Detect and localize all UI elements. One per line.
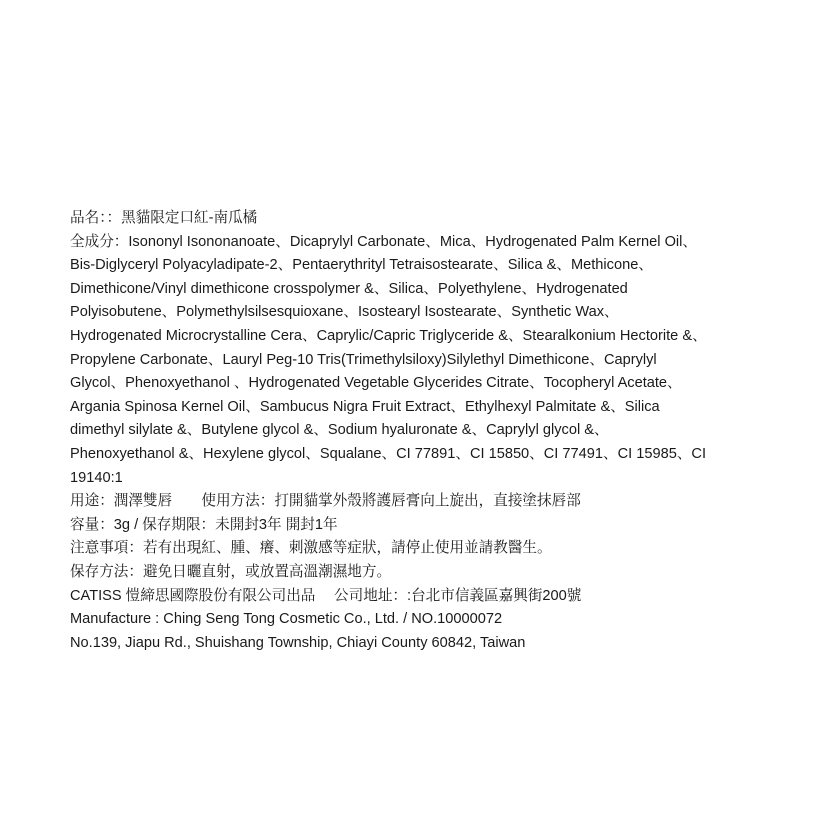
company-line: CATISS 愷締思國際股份有限公司出品 公司地址：:台北市信義區嘉興街200號 — [70, 587, 582, 604]
ingredients-line: Glycol、Phenoxyethanol 、Hydrogenated Vegetable Glycerides Citrate、Tocopheryl Acetate、 — [70, 375, 682, 392]
usage-line: 用途：潤澤雙唇 使用方法：打開貓掌外殼將護唇膏向上旋出，直接塗抹唇部 — [70, 493, 581, 510]
ingredients-line: Polyisobutene、Polymethylsilsesquioxane、Isostearyl Isostearate、Synthetic Wax、 — [70, 304, 619, 321]
address-line: No.139, Jiapu Rd., Shuishang Township, Chiayi County 60842, Taiwan — [70, 634, 526, 651]
ingredients-line: Dimethicone/Vinyl dimethicone crosspolymer &、Silica、Polyethylene、Hydrogenated — [70, 280, 628, 297]
storage-line: 保存方法：避免日曬直射，或放置高溫潮濕地方。 — [70, 563, 392, 580]
manufacturer-line: Manufacture : Ching Seng Tong Cosmetic Co., Ltd. / NO.10000072 — [70, 611, 503, 628]
ingredients-line: Propylene Carbonate、Lauryl Peg-10 Tris(Trimethylsiloxy)Silylethyl Dimethicone、Caprylyl — [70, 351, 657, 368]
precautions-line: 注意事項：若有出現紅、腫、癢、刺激感等症狀，請停止使用並請教醫生。 — [70, 540, 552, 557]
product-label-text — [70, 207, 800, 655]
ingredients-line: dimethyl silylate &、Butylene glycol &、Sodium hyaluronate &、Caprylyl glycol &、 — [70, 422, 609, 439]
ingredients-line: Hydrogenated Microcrystalline Cera、Caprylic/Capric Triglyceride &、Stearalkonium Hectorite &、 — [70, 327, 707, 344]
ingredients-line: 19140:1 — [70, 469, 123, 486]
ingredients-line: Phenoxyethanol &、Hexylene glycol、Squalane、CI 77891、CI 15850、CI 77491、CI 15985、CI — [70, 445, 707, 462]
ingredients-line: 全成分：Isononyl Isononanoate、Dicaprylyl Carbonate、Mica、Hydrogenated Palm Kernel Oil、 — [70, 233, 697, 250]
ingredients-line: Bis-Diglyceryl Polyacyladipate-2、Pentaerythrityl Tetraisostearate、Silica &、Methicone、 — [70, 257, 653, 274]
ingredients-line: Argania Spinosa Kernel Oil、Sambucus Nigra Fruit Extract、Ethylhexyl Palmitate &、Silica — [70, 398, 660, 415]
capacity-shelf-life-line: 容量：3g / 保存期限：未開封3年 開封1年 — [70, 516, 338, 533]
product-name-line: 品名：：黑貓限定口紅-南瓜橘 — [70, 210, 258, 226]
